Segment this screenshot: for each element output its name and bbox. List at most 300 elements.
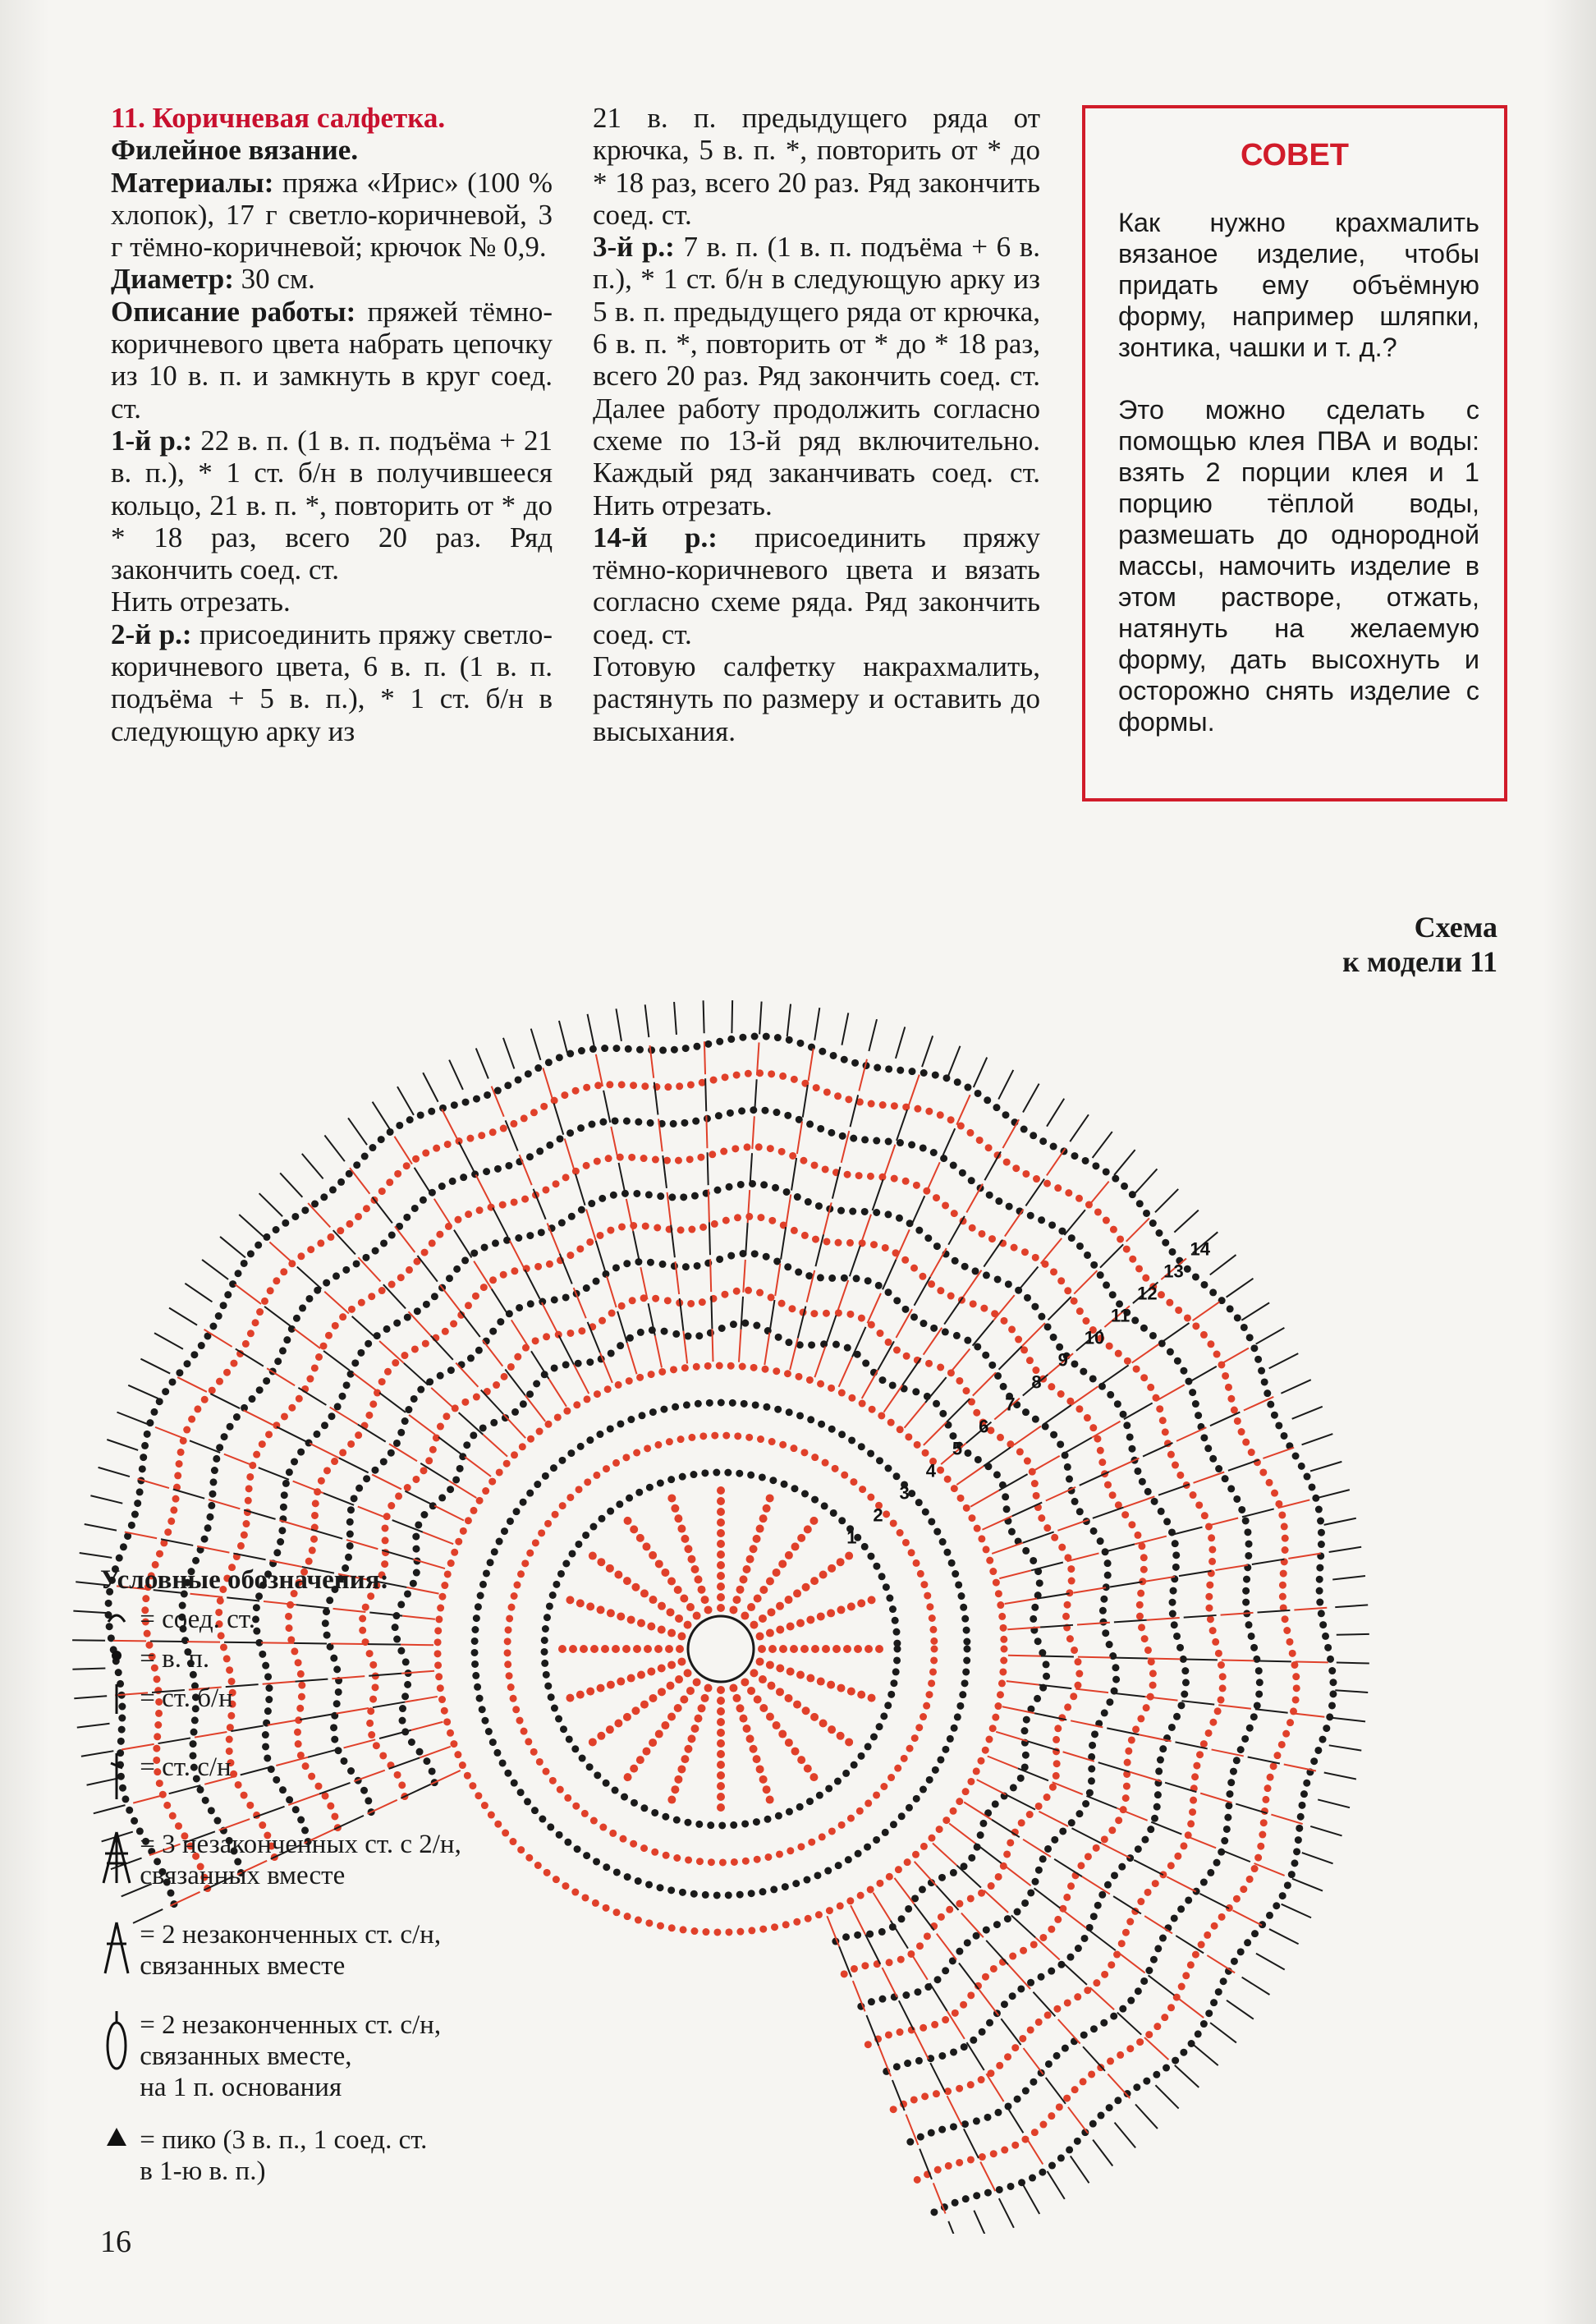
chain-dot bbox=[311, 1512, 319, 1519]
chain-dot bbox=[1181, 1690, 1188, 1697]
chain-dot bbox=[1284, 1881, 1291, 1889]
chain-dot bbox=[1299, 1802, 1306, 1809]
stitch-line bbox=[1117, 2013, 1141, 2035]
stitch-line bbox=[531, 1351, 548, 1379]
stitch-line bbox=[417, 1256, 437, 1282]
stitch-line bbox=[850, 1246, 860, 1277]
advice-answer: Это можно сделать с помощью клея ПВА и воды: взять 2 порции клея и 1 порцию тёплой воды, размешать до однородной массы, намочить изделие в этом растворе, отжать, натянуть на желаемую форму, дать высохнуть и осторожно снять изделие с формы. bbox=[1118, 395, 1479, 737]
chain-dot bbox=[717, 1518, 725, 1527]
chain-dot bbox=[784, 1370, 791, 1377]
chain-dot bbox=[664, 1297, 672, 1304]
chain-dot bbox=[527, 1435, 534, 1443]
chain-dot bbox=[314, 1783, 322, 1790]
chain-dot bbox=[262, 1662, 269, 1670]
stitch-line bbox=[294, 1329, 320, 1348]
chain-dot bbox=[594, 1390, 601, 1398]
chain-dot bbox=[819, 1570, 828, 1578]
stitch-line bbox=[224, 1642, 257, 1643]
stitch-line bbox=[1083, 2046, 1105, 2071]
stitch-line bbox=[754, 1079, 757, 1112]
chain-dot bbox=[500, 1125, 507, 1132]
chain-dot bbox=[1039, 1855, 1047, 1862]
chain-dot bbox=[1147, 1384, 1154, 1391]
chain-dot bbox=[667, 1886, 675, 1894]
chain-dot bbox=[823, 1088, 831, 1095]
chain-dot bbox=[818, 1421, 825, 1428]
stitch-line bbox=[814, 1346, 825, 1377]
chain-dot bbox=[540, 1103, 548, 1110]
chain-dot bbox=[1308, 1483, 1315, 1490]
chain-dot bbox=[505, 1162, 512, 1169]
chain-dot bbox=[216, 1378, 223, 1385]
chain-dot bbox=[627, 1615, 635, 1624]
chain-dot bbox=[901, 1256, 909, 1264]
chain-dot bbox=[861, 1136, 869, 1143]
chain-dot bbox=[1050, 1431, 1057, 1439]
chain-dot bbox=[768, 1217, 776, 1224]
stitch-line bbox=[925, 1377, 947, 1403]
chain-dot bbox=[718, 1399, 725, 1407]
stitch-line bbox=[459, 1412, 484, 1435]
chain-dot bbox=[1241, 1735, 1249, 1743]
stitch-line bbox=[319, 1783, 351, 1794]
chain-dot bbox=[741, 1678, 749, 1686]
materials-text: пряжа «Ирис» (100 % хлопок), 17 г светло-коричневой, 3 г тёмно-коричневой; крючок № 0,9. bbox=[111, 166, 553, 264]
chain-dot bbox=[1140, 1566, 1148, 1573]
stitch-line bbox=[323, 1351, 350, 1371]
chain-dot bbox=[215, 1312, 222, 1320]
chain-dot bbox=[947, 1116, 955, 1123]
stitch-line bbox=[1031, 1456, 1060, 1472]
chain-dot bbox=[717, 1750, 725, 1758]
chain-dot bbox=[992, 1800, 999, 1807]
chain-dot bbox=[525, 1854, 533, 1862]
chain-dot bbox=[658, 1688, 666, 1696]
chain-dot bbox=[1204, 1444, 1212, 1452]
stitch-line bbox=[1023, 1532, 1054, 1542]
chain-dot bbox=[1051, 1534, 1058, 1541]
stitch-line bbox=[358, 1507, 388, 1519]
chain-dot bbox=[1029, 2175, 1036, 2182]
chain-dot bbox=[503, 1460, 511, 1467]
chain-dot bbox=[420, 1467, 428, 1474]
stitch-line bbox=[409, 1415, 435, 1435]
chain-dot bbox=[908, 1068, 915, 1075]
chain-dot bbox=[1163, 1518, 1171, 1525]
chain-dot bbox=[603, 1465, 610, 1472]
stitch-line bbox=[1006, 1794, 1035, 1809]
stitch-line bbox=[406, 1587, 438, 1594]
chain-dot bbox=[1022, 1547, 1030, 1555]
chain-dot bbox=[1255, 1690, 1263, 1697]
chain-dot bbox=[741, 1820, 749, 1827]
chain-dot bbox=[369, 1661, 377, 1669]
chain-dot bbox=[493, 1749, 501, 1757]
chain-dot bbox=[802, 1583, 810, 1591]
chain-dot bbox=[726, 1183, 733, 1191]
stitch-line bbox=[431, 1388, 456, 1410]
row-number: 14 bbox=[1190, 1238, 1210, 1260]
chain-dot bbox=[437, 1372, 444, 1380]
stitch-line bbox=[1093, 1508, 1124, 1518]
stitch-line bbox=[460, 1311, 479, 1337]
chain-dot bbox=[757, 1435, 764, 1443]
chain-dot bbox=[715, 1112, 722, 1119]
chain-dot bbox=[128, 1522, 135, 1529]
stitch-line bbox=[914, 2030, 929, 2060]
chain-dot bbox=[1104, 1881, 1112, 1889]
chain-dot bbox=[417, 1111, 424, 1118]
chain-dot bbox=[617, 1678, 625, 1686]
chain-dot bbox=[864, 1844, 871, 1851]
chain-dot bbox=[612, 1787, 619, 1794]
stitch-line bbox=[1011, 1915, 1035, 1937]
chain-dot bbox=[1275, 1421, 1282, 1429]
chain-dot bbox=[1286, 1638, 1293, 1646]
chain-dot bbox=[727, 1036, 735, 1043]
chain-dot bbox=[1218, 1913, 1226, 1921]
chain-dot bbox=[612, 1459, 620, 1467]
chain-dot bbox=[847, 1688, 855, 1696]
page-number: 16 bbox=[100, 2225, 131, 2259]
chain-dot bbox=[1136, 1200, 1144, 1207]
chain-dot bbox=[1143, 1704, 1150, 1711]
chain-dot bbox=[298, 1682, 305, 1689]
chain-dot bbox=[1053, 1772, 1060, 1780]
chain-dot bbox=[925, 1108, 933, 1115]
chain-dot bbox=[754, 1595, 762, 1603]
chain-dot bbox=[774, 1406, 782, 1413]
chain-dot bbox=[519, 1443, 526, 1450]
stitch-line bbox=[420, 1747, 451, 1758]
stitch-line bbox=[633, 1231, 640, 1263]
chain-dot bbox=[1295, 1836, 1302, 1844]
chain-dot bbox=[1244, 1939, 1251, 1946]
stitch-line bbox=[986, 2074, 1003, 2101]
stitch-line bbox=[1124, 1403, 1153, 1419]
chain-dot bbox=[280, 1504, 287, 1511]
chain-dot bbox=[1220, 1977, 1227, 1985]
chain-dot bbox=[837, 1605, 845, 1614]
chain-dot bbox=[423, 1757, 430, 1765]
chain-dot bbox=[1328, 1702, 1336, 1709]
chain-dot bbox=[223, 1369, 231, 1376]
chain-dot bbox=[355, 1431, 362, 1439]
chain-dot bbox=[845, 1552, 853, 1560]
chain-dot bbox=[353, 1161, 360, 1169]
chain-dot bbox=[1062, 1613, 1070, 1620]
chain-dot bbox=[1038, 1313, 1045, 1320]
chain-dot bbox=[586, 1436, 594, 1444]
chain-dot bbox=[680, 1595, 688, 1603]
chain-dot bbox=[901, 1306, 909, 1313]
chain-dot bbox=[851, 1059, 859, 1067]
chain-dot bbox=[1098, 1891, 1106, 1899]
chain-dot bbox=[1141, 1836, 1149, 1844]
stitch-line bbox=[454, 1230, 471, 1258]
stitch-line bbox=[915, 1277, 931, 1306]
chain-dot bbox=[473, 1614, 480, 1622]
stitch-line bbox=[372, 1475, 401, 1490]
stitch-line bbox=[1062, 1963, 1086, 1985]
chain-dot bbox=[828, 1385, 835, 1392]
chain-dot bbox=[805, 1198, 812, 1206]
chain-dot bbox=[208, 1502, 215, 1509]
chain-dot bbox=[1048, 2162, 1056, 2170]
chain-dot bbox=[956, 1948, 963, 1955]
chain-dot bbox=[832, 1341, 840, 1348]
chain-dot bbox=[1200, 1879, 1208, 1886]
stitch-line bbox=[1005, 1210, 1024, 1237]
stitch-line bbox=[1294, 1608, 1327, 1610]
chain-dot bbox=[548, 1693, 555, 1701]
chain-dot bbox=[879, 1101, 887, 1109]
chain-dot bbox=[415, 1521, 422, 1528]
chain-dot bbox=[667, 1608, 675, 1616]
chain-dot bbox=[743, 1725, 751, 1733]
chain-dot bbox=[285, 1613, 292, 1620]
chain-dot bbox=[1131, 1316, 1139, 1324]
chain-dot bbox=[1248, 1633, 1255, 1640]
chain-dot bbox=[1259, 1468, 1267, 1476]
chain-dot bbox=[568, 1213, 576, 1220]
chain-dot bbox=[474, 1683, 481, 1691]
chain-dot bbox=[667, 1796, 676, 1804]
chain-dot bbox=[733, 1072, 741, 1079]
chain-dot bbox=[466, 1135, 474, 1142]
chain-dot bbox=[1231, 1407, 1238, 1414]
chain-dot bbox=[713, 1928, 721, 1936]
chain-dot bbox=[1326, 1713, 1333, 1720]
chain-dot bbox=[998, 1613, 1006, 1620]
chain-dot bbox=[538, 1529, 545, 1536]
double-crochet-icon bbox=[100, 1752, 133, 1808]
chain-dot bbox=[574, 1845, 581, 1853]
chain-dot bbox=[655, 1730, 663, 1738]
chain-dot bbox=[796, 1040, 804, 1047]
chain-dot bbox=[399, 1705, 406, 1712]
chain-dot bbox=[635, 1118, 642, 1126]
stitch-line bbox=[350, 1168, 369, 1194]
chain-dot bbox=[812, 1236, 819, 1243]
chain-dot bbox=[803, 1876, 810, 1884]
chain-dot bbox=[806, 1615, 814, 1624]
diameter-text: 30 см. bbox=[241, 263, 315, 296]
chain-dot bbox=[546, 1602, 553, 1610]
chain-dot bbox=[378, 1136, 385, 1143]
chain-dot bbox=[673, 1854, 681, 1862]
chain-dot bbox=[817, 1380, 824, 1388]
chain-dot bbox=[404, 1484, 411, 1491]
chain-dot bbox=[893, 2063, 901, 2070]
stitch-line bbox=[140, 1359, 170, 1374]
stitch-line bbox=[155, 1427, 186, 1440]
chain-dot bbox=[479, 1581, 487, 1588]
chain-dot bbox=[686, 1155, 694, 1163]
chain-dot bbox=[393, 1320, 401, 1327]
stitch-line bbox=[1110, 1582, 1143, 1587]
chain-dot bbox=[1135, 1987, 1142, 1995]
chain-dot bbox=[1094, 1902, 1102, 1909]
chain-dot bbox=[339, 1313, 346, 1320]
chain-dot bbox=[346, 1542, 354, 1550]
chain-dot bbox=[763, 1403, 770, 1411]
chain-dot bbox=[501, 1527, 508, 1535]
chain-dot bbox=[617, 1420, 624, 1427]
chain-dot bbox=[722, 1217, 730, 1224]
chain-dot bbox=[1090, 1527, 1098, 1535]
chain-dot bbox=[578, 1047, 585, 1054]
chain-dot bbox=[645, 1881, 653, 1888]
chain-dot bbox=[512, 1706, 520, 1713]
stitch-line bbox=[842, 1013, 848, 1045]
chain-dot bbox=[1124, 1759, 1131, 1766]
chain-dot bbox=[1218, 1661, 1225, 1669]
chain-dot bbox=[920, 1581, 928, 1588]
chain-dot bbox=[543, 1869, 551, 1876]
chain-dot bbox=[1212, 1638, 1219, 1646]
chain-dot bbox=[702, 1891, 709, 1899]
chain-dot bbox=[756, 1525, 764, 1533]
stitch-line bbox=[503, 1414, 525, 1438]
chain-dot bbox=[230, 1360, 237, 1367]
chain-dot bbox=[996, 2186, 1003, 2193]
chain-dot bbox=[897, 1139, 904, 1146]
chain-dot bbox=[808, 1341, 815, 1348]
chain-dot bbox=[808, 1839, 815, 1846]
chain-dot bbox=[792, 1880, 800, 1887]
chain-dot bbox=[297, 1816, 305, 1824]
chain-dot bbox=[905, 1433, 912, 1440]
chain-dot bbox=[974, 1343, 981, 1350]
stitch-line bbox=[1124, 1496, 1155, 1507]
stitch-line bbox=[261, 1642, 294, 1643]
chain-dot bbox=[1227, 1305, 1234, 1312]
chain-dot bbox=[817, 1678, 825, 1686]
chain-dot bbox=[919, 1273, 926, 1280]
chain-dot bbox=[346, 1531, 354, 1538]
chain-dot bbox=[1059, 1827, 1066, 1835]
chain-dot bbox=[1169, 1599, 1176, 1606]
chain-dot bbox=[613, 1868, 621, 1876]
chain-dot bbox=[903, 1353, 910, 1360]
chain-dot bbox=[1317, 1518, 1324, 1525]
chain-dot bbox=[636, 1374, 644, 1381]
chain-dot bbox=[564, 1794, 571, 1802]
chain-dot bbox=[1242, 1587, 1250, 1595]
chain-dot bbox=[476, 1497, 484, 1504]
chain-dot bbox=[1026, 1811, 1034, 1818]
stitch-line bbox=[988, 1756, 1018, 1768]
chain-dot bbox=[1139, 1478, 1146, 1486]
chain-dot bbox=[552, 1511, 559, 1518]
chain-dot bbox=[146, 1419, 154, 1426]
chain-dot bbox=[1261, 1378, 1268, 1385]
chain-dot bbox=[763, 1253, 770, 1261]
chain-dot bbox=[1279, 1593, 1286, 1601]
chain-dot bbox=[379, 1752, 387, 1759]
chain-dot bbox=[717, 1739, 725, 1748]
chain-dot bbox=[437, 1684, 444, 1692]
chain-dot bbox=[1074, 2138, 1081, 2145]
chain-dot bbox=[318, 1477, 325, 1485]
stitch-line bbox=[1158, 1484, 1190, 1495]
chain-dot bbox=[832, 1645, 841, 1653]
chain-dot bbox=[209, 1322, 217, 1330]
stitch-line bbox=[1053, 1782, 1083, 1794]
chain-dot bbox=[1106, 1343, 1113, 1350]
chain-dot bbox=[1031, 1604, 1039, 1611]
chain-dot bbox=[526, 1153, 534, 1160]
chain-dot bbox=[986, 1557, 993, 1564]
chain-dot bbox=[933, 1400, 940, 1408]
chain-dot bbox=[1071, 1498, 1079, 1505]
stitch-line bbox=[1135, 1169, 1158, 1193]
stitch-line bbox=[911, 1196, 924, 1225]
chain-dot bbox=[447, 1559, 455, 1567]
chain-dot bbox=[393, 1636, 401, 1643]
chain-dot bbox=[624, 1913, 631, 1920]
chain-dot bbox=[857, 1892, 864, 1899]
chain-dot bbox=[841, 1275, 848, 1282]
chain-dot bbox=[960, 1604, 967, 1611]
chain-dot bbox=[708, 1858, 715, 1866]
stitch-line bbox=[894, 1878, 914, 1904]
chain-dot bbox=[546, 1261, 553, 1268]
chain-dot bbox=[499, 1759, 507, 1766]
chain-dot bbox=[1020, 1126, 1028, 1133]
chain-dot bbox=[810, 1310, 818, 1317]
chain-dot bbox=[1256, 1679, 1264, 1686]
stitch-line bbox=[224, 1454, 255, 1467]
chain-dot bbox=[368, 1731, 375, 1738]
chain-dot bbox=[933, 1194, 940, 1201]
chain-dot bbox=[690, 1565, 699, 1573]
chain-dot bbox=[1292, 1673, 1300, 1680]
chain-dot bbox=[681, 1119, 688, 1127]
chain-dot bbox=[781, 1481, 788, 1488]
chain-dot bbox=[331, 1812, 338, 1820]
chain-dot bbox=[1001, 1646, 1008, 1653]
chain-dot bbox=[558, 1457, 566, 1464]
chain-dot bbox=[854, 1645, 862, 1653]
stitch-line bbox=[1335, 1605, 1368, 1607]
chain-dot bbox=[312, 1500, 319, 1507]
chain-dot bbox=[588, 1200, 595, 1207]
chain-dot bbox=[764, 1816, 772, 1823]
chain-dot bbox=[623, 1118, 631, 1125]
chain-dot bbox=[681, 1364, 689, 1371]
chain-dot bbox=[776, 1626, 784, 1634]
chain-dot bbox=[593, 1472, 600, 1479]
legend-item-puff: = 2 незаконченных ст. с/н, связанных вместе, на 1 п. основания bbox=[100, 2009, 441, 2103]
chain-dot bbox=[668, 1924, 676, 1931]
chain-dot bbox=[566, 1494, 574, 1501]
stitch-line bbox=[77, 1724, 110, 1728]
chain-dot bbox=[1213, 1351, 1221, 1358]
chain-dot bbox=[1177, 1905, 1185, 1913]
chain-dot bbox=[791, 1542, 800, 1550]
chain-dot bbox=[198, 1342, 205, 1349]
chain-dot bbox=[898, 1915, 906, 1922]
chain-dot bbox=[1250, 1344, 1258, 1352]
chain-dot bbox=[487, 1559, 494, 1566]
chain-dot bbox=[412, 1546, 420, 1553]
chain-dot bbox=[320, 1343, 328, 1350]
chain-dot bbox=[844, 1344, 851, 1352]
stitch-line bbox=[980, 2162, 995, 2192]
chain-dot bbox=[542, 1472, 549, 1480]
